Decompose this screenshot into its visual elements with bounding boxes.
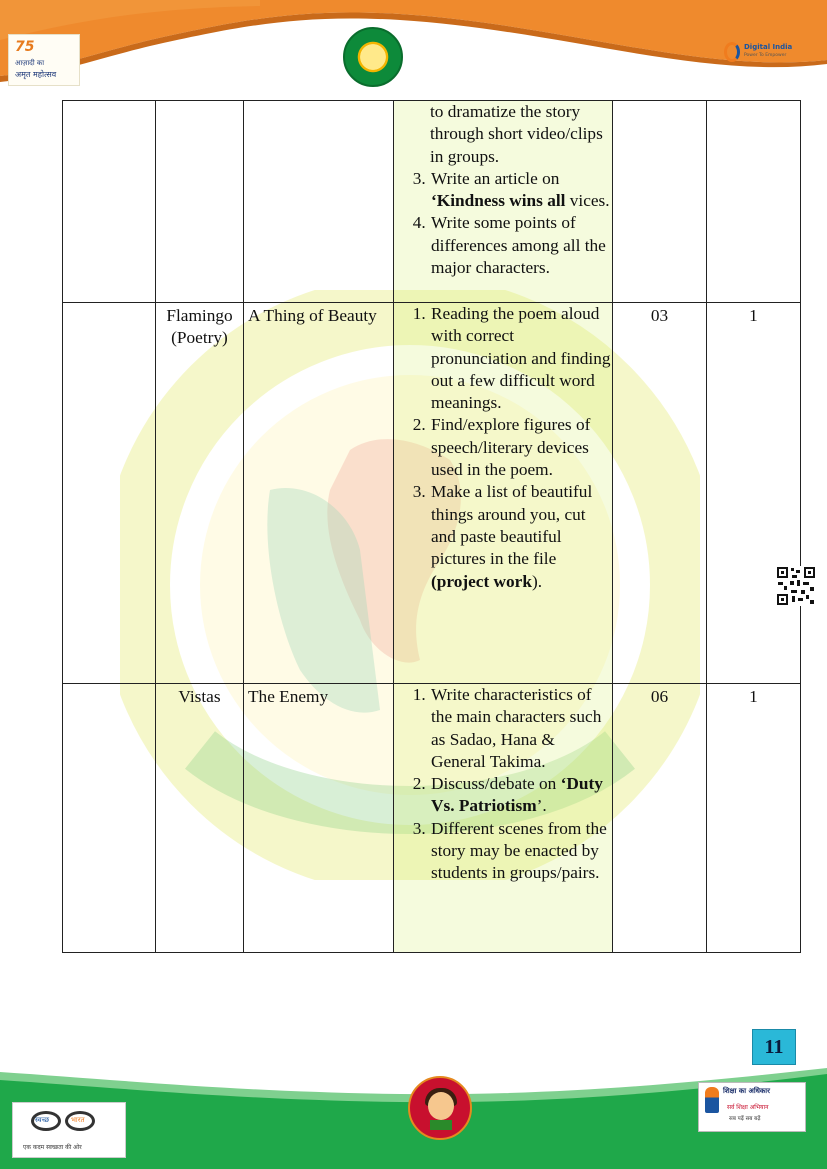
month-cell — [63, 101, 156, 303]
month-cell — [63, 684, 156, 953]
month-cell — [63, 303, 156, 684]
activity-text: Find/explore figures of speech/literary devices used in the poem. — [431, 415, 591, 480]
book-cell: Flamingo (Poetry) — [156, 303, 244, 684]
chapter-cell: A Thing of Beauty — [244, 303, 394, 684]
shiksha-line2: सब पढ़ें सब बढ़ें — [729, 1116, 761, 1122]
activity-text: ). — [531, 571, 543, 591]
activity-text: Write an article on — [431, 168, 560, 188]
activities-cell — [394, 684, 613, 953]
qr-code-icon[interactable] — [776, 566, 816, 606]
haryana-school-board-emblem-icon — [343, 27, 403, 87]
activity-bold-text: (project work — [431, 571, 532, 591]
swachh-tagline: एक कदम स्वच्छता की ओर — [23, 1144, 82, 1151]
azadi-ka-amrit-mahotsav-logo — [8, 34, 80, 86]
activity-continuation: to dramatize the story through short video/clips in groups. — [430, 102, 603, 166]
list-item — [430, 414, 612, 481]
table-row — [63, 101, 801, 303]
periods-cell — [613, 101, 707, 303]
activity-text: ’. — [536, 796, 547, 816]
chapter-cell: The Enemy — [244, 684, 394, 953]
digital-india-tagline: Power To Empower — [744, 53, 787, 58]
activity-list — [394, 168, 612, 279]
weightage-cell — [707, 101, 801, 303]
book-cell — [156, 101, 244, 303]
activity-text: Reading the poem aloud with correct pronunciation and finding out a few difficult word meanings. — [431, 304, 611, 413]
periods-cell: 03 — [613, 303, 707, 684]
chapter-cell — [244, 101, 394, 303]
digital-india-mark-icon — [724, 42, 740, 62]
digital-india-text: Digital India — [744, 43, 793, 51]
activity-bold-text: ‘Kindness wins all — [431, 191, 566, 211]
weightage-cell: 1 — [707, 303, 801, 684]
activity-text: Write some points of differences among all the major characters. — [431, 213, 606, 278]
girl-face-icon — [428, 1092, 454, 1120]
page-number: 11 — [752, 1029, 796, 1065]
swachh-word: स्वच्छ — [35, 1116, 50, 1124]
table-row — [63, 684, 801, 953]
logo-number: 75 — [15, 39, 35, 55]
activities-cell — [394, 101, 613, 303]
shiksha-line1: सर्व शिक्षा अभियान — [727, 1104, 769, 1111]
list-item — [430, 481, 612, 592]
header-banner — [0, 0, 827, 100]
logo-line2: अमृत महोत्सव — [15, 70, 57, 79]
bharat-word: भारत — [71, 1116, 85, 1124]
digital-india-logo — [724, 40, 794, 66]
syllabus-table — [62, 100, 801, 953]
activity-list — [394, 684, 612, 885]
book-cell: Vistas — [156, 684, 244, 953]
activity-text: Discuss/debate on — [431, 774, 561, 794]
page-footer — [0, 1068, 827, 1169]
list-item — [430, 818, 612, 885]
beti-bachao-beti-padhao-logo — [408, 1076, 472, 1140]
activities-cell — [394, 303, 613, 684]
book-icon — [430, 1120, 452, 1130]
list-item — [430, 773, 612, 818]
weightage-cell: 1 — [707, 684, 801, 953]
list-item — [430, 303, 612, 414]
child-figure-icon — [705, 1087, 719, 1113]
activity-text: Write characteristics of the main characters such as Sadao, Hana & General Takima. — [431, 685, 602, 771]
periods-cell: 06 — [613, 684, 707, 953]
activity-list — [394, 303, 612, 593]
shiksha-ka-adhikar-logo — [698, 1082, 806, 1132]
swachh-bharat-logo — [12, 1102, 126, 1158]
logo-line1: आज़ादी का — [15, 59, 45, 67]
activity-text: Different scenes from the story may be enacted by students in groups/pairs. — [431, 818, 607, 883]
list-item — [430, 684, 612, 773]
list-item — [430, 168, 612, 213]
activity-text: vices. — [565, 191, 610, 211]
activity-text: Make a list of beautiful things around you, cut and paste beautiful pictures in the file — [431, 482, 593, 569]
table-row — [63, 303, 801, 684]
shiksha-title: शिक्षा का अधिकार — [723, 1087, 770, 1095]
activity-bold-text: ‘Duty Vs. Patriotism — [431, 774, 603, 816]
page-header — [0, 0, 827, 100]
list-item — [430, 212, 612, 279]
